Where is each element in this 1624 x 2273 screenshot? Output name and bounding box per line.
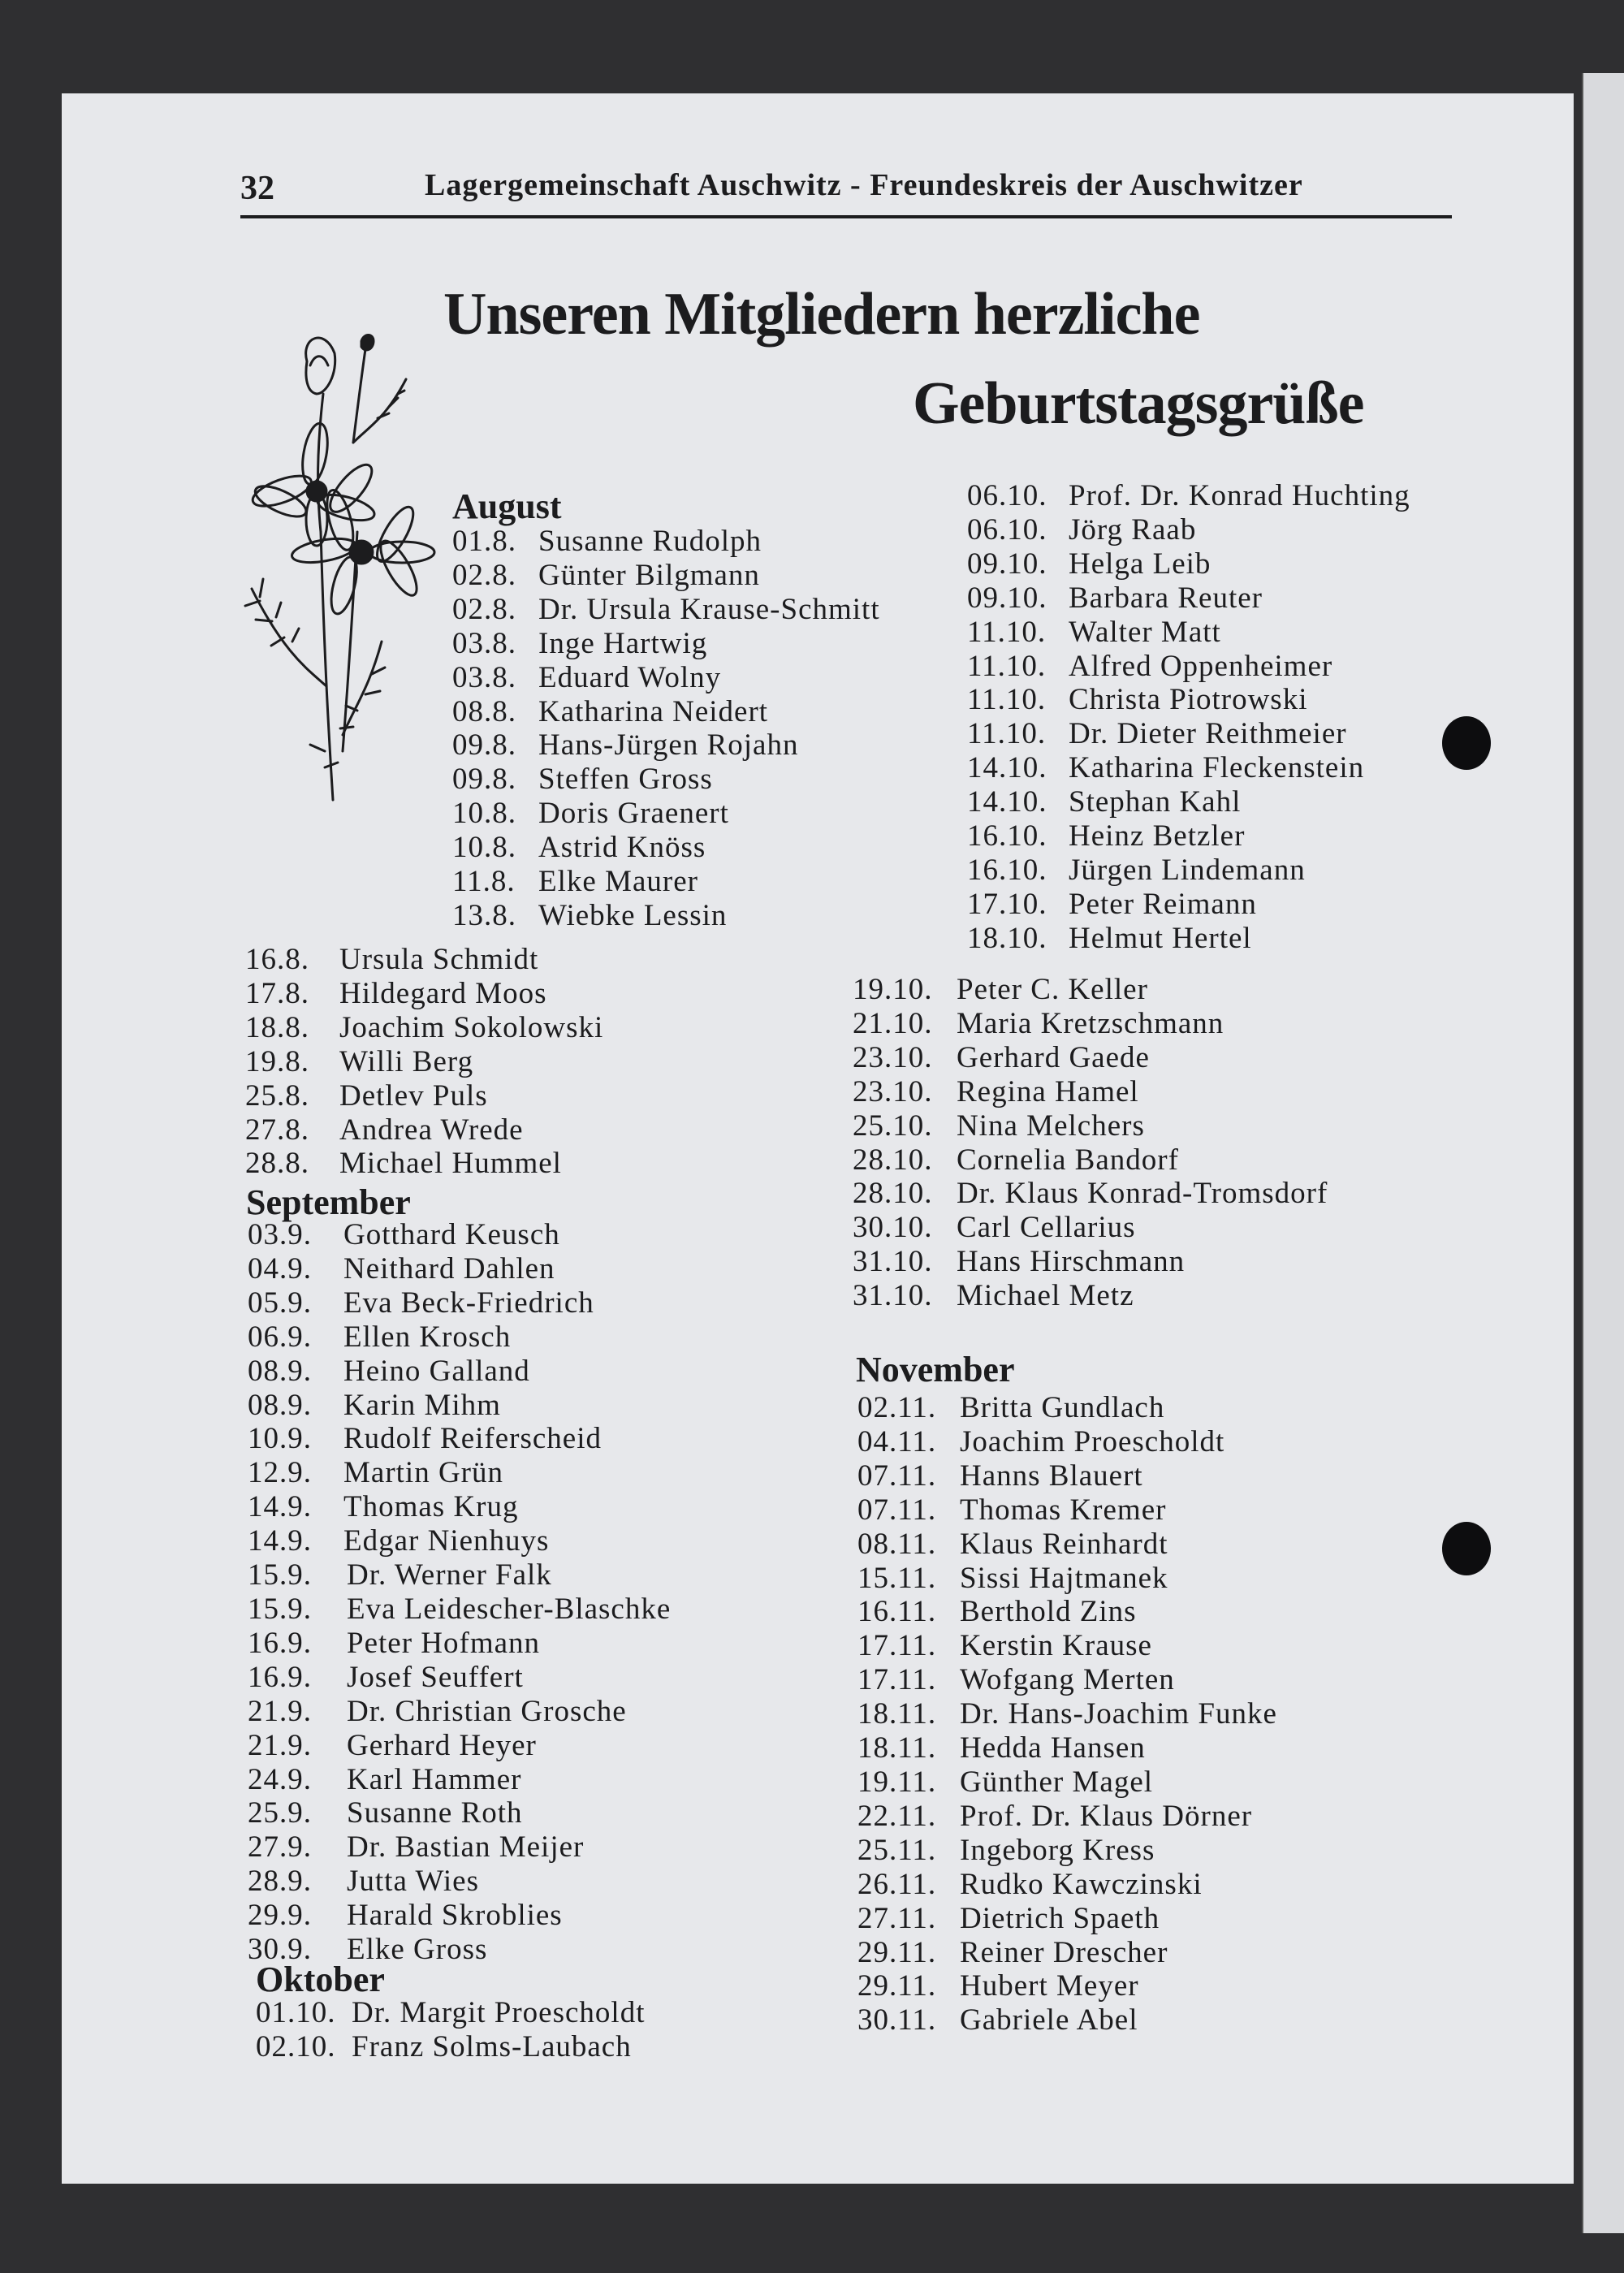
list-item: 11.10. Christa Piotrowski [967, 683, 1308, 717]
page-title-line2: Geburtstagsgrüße [913, 370, 1364, 437]
list-item: 27.8. Andrea Wrede [245, 1113, 524, 1147]
list-item: 15.11. Sissi Hajtmanek [857, 1561, 1168, 1595]
list-item: 15.9. Eva Leidescher-Blaschke [248, 1592, 672, 1626]
list-item: 17.11. Wofgang Merten [857, 1663, 1175, 1697]
oktober-list-c [853, 973, 1328, 1313]
list-item: 02.10. Franz Solms-Laubach [256, 2029, 632, 2063]
list-item: 30.10. Carl Cellarius [853, 1211, 1136, 1245]
list-item: 14.10. Stephan Kahl [967, 785, 1242, 819]
list-item: 16.10. Heinz Betzler [967, 819, 1246, 853]
list-item: 11.8. Elke Maurer [452, 865, 698, 899]
list-item: 03.8. Inge Hartwig [452, 626, 708, 660]
list-item: 05.9. Eva Beck-Friedrich [248, 1286, 594, 1320]
list-item: 30.11. Gabriele Abel [857, 2003, 1138, 2037]
list-item: 18.8. Joachim Sokolowski [245, 1010, 604, 1044]
list-item: 31.10. Michael Metz [853, 1279, 1134, 1313]
list-item: 11.10. Alfred Oppenheimer [967, 649, 1333, 683]
list-item: 01.8. Susanne Rudolph [452, 525, 762, 558]
month-heading-november: November [856, 1350, 1015, 1389]
list-item: 03.8. Eduard Wolny [452, 660, 722, 694]
list-item: 27.11. Dietrich Spaeth [857, 1901, 1160, 1935]
august-list-b [245, 943, 603, 1181]
running-title: Lagergemeinschaft Auschwitz - Freundeskreis der Auschwitzer [425, 168, 1303, 202]
list-item: 09.8. Steffen Gross [452, 763, 713, 797]
page-number: 32 [240, 170, 274, 207]
list-item: 12.9. Martin Grün [248, 1456, 503, 1490]
flower-illustration-icon [235, 329, 447, 816]
list-item: 22.11. Prof. Dr. Klaus Dörner [857, 1799, 1253, 1833]
list-item: 18.11. Dr. Hans-Joachim Funke [857, 1697, 1277, 1731]
list-item: 25.11. Ingeborg Kress [857, 1833, 1155, 1867]
punch-hole [1442, 716, 1491, 770]
list-item: 08.11. Klaus Reinhardt [857, 1527, 1168, 1561]
list-item: 30.9. Elke Gross [248, 1933, 488, 1967]
list-item: 21.9. Dr. Christian Grosche [248, 1694, 627, 1728]
list-item: 08.9. Karin Mihm [248, 1388, 501, 1422]
list-item: 08.9. Heino Galland [248, 1354, 530, 1388]
list-item: 14.9. Edgar Nienhuys [248, 1524, 550, 1558]
list-item: 29.11. Hubert Meyer [857, 1969, 1139, 2003]
list-item: 16.10. Jürgen Lindemann [967, 853, 1306, 887]
oktober-list-b [967, 479, 1410, 956]
header-rule [240, 215, 1452, 218]
month-heading-august: August [452, 486, 562, 526]
list-item: 16.11. Berthold Zins [857, 1595, 1137, 1629]
list-item: 17.11. Kerstin Krause [857, 1629, 1152, 1663]
list-item: 19.11. Günther Magel [857, 1765, 1154, 1799]
list-item: 19.10. Peter C. Keller [853, 973, 1148, 1006]
list-item: 09.10. Barbara Reuter [967, 581, 1263, 615]
punch-hole [1442, 1522, 1491, 1575]
list-item: 01.10. Dr. Margit Proescholdt [256, 1996, 646, 2029]
list-item: 08.8. Katharina Neidert [452, 694, 769, 728]
list-item: 04.9. Neithard Dahlen [248, 1251, 555, 1286]
list-item: 25.8. Detlev Puls [245, 1078, 488, 1113]
list-item: 07.11. Thomas Kremer [857, 1493, 1167, 1527]
month-heading-oktober: Oktober [256, 1960, 385, 1999]
list-item: 24.9. Karl Hammer [248, 1762, 522, 1796]
list-item: 17.10. Peter Reimann [967, 887, 1257, 921]
list-item: 13.8. Wiebke Lessin [452, 898, 728, 932]
list-item: 10.8. Doris Graenert [452, 797, 729, 831]
list-item: 28.10. Cornelia Bandorf [853, 1143, 1179, 1177]
august-list-a [452, 525, 880, 933]
list-item: 09.8. Hans-Jürgen Rojahn [452, 728, 799, 763]
list-item: 18.11. Hedda Hansen [857, 1731, 1146, 1765]
november-list [857, 1391, 1277, 2037]
list-item: 06.10. Jörg Raab [967, 512, 1197, 547]
list-item: 21.9. Gerhard Heyer [248, 1728, 537, 1762]
september-list [248, 1218, 671, 1967]
list-item: 28.10. Dr. Klaus Konrad-Tromsdorf [853, 1177, 1328, 1211]
list-item: 23.10. Regina Hamel [853, 1074, 1139, 1108]
list-item: 23.10. Gerhard Gaede [853, 1040, 1150, 1074]
list-item: 31.10. Hans Hirschmann [853, 1245, 1186, 1279]
list-item: 10.9. Rudolf Reiferscheid [248, 1422, 602, 1456]
list-item: 25.10. Nina Melchers [853, 1108, 1145, 1143]
list-item: 14.10. Katharina Fleckenstein [967, 751, 1365, 785]
list-item: 17.8. Hildegard Moos [245, 976, 547, 1010]
list-item: 21.10. Maria Kretzschmann [853, 1006, 1224, 1040]
list-item: 14.9. Thomas Krug [248, 1490, 519, 1524]
list-item: 28.9. Jutta Wies [248, 1865, 480, 1899]
list-item: 19.8. Willi Berg [245, 1044, 474, 1078]
month-heading-september: September [246, 1182, 411, 1222]
list-item: 18.10. Helmut Hertel [967, 921, 1252, 955]
page-title-line1: Unseren Mitgliedern herzliche [443, 281, 1200, 348]
list-item: 09.10. Helga Leib [967, 547, 1212, 581]
list-item: 29.9. Harald Skroblies [248, 1899, 563, 1933]
list-item: 28.8. Michael Hummel [245, 1147, 562, 1181]
oktober-list-a [256, 1996, 646, 2064]
list-item: 07.11. Hanns Blauert [857, 1458, 1143, 1493]
list-item: 16.9. Peter Hofmann [248, 1626, 541, 1660]
list-item: 02.11. Britta Gundlach [857, 1391, 1165, 1424]
list-item: 06.9. Ellen Krosch [248, 1320, 512, 1354]
list-item: 16.8. Ursula Schmidt [245, 943, 539, 976]
list-item: 06.10. Prof. Dr. Konrad Huchting [967, 479, 1410, 512]
list-item: 11.10. Dr. Dieter Reithmeier [967, 717, 1347, 751]
list-item: 26.11. Rudko Kawczinski [857, 1867, 1203, 1901]
list-item: 04.11. Joachim Proescholdt [857, 1424, 1225, 1458]
list-item: 25.9. Susanne Roth [248, 1796, 523, 1830]
adjacent-page-edge [1582, 73, 1624, 2233]
list-item: 02.8. Dr. Ursula Krause-Schmitt [452, 592, 880, 626]
list-item: 10.8. Astrid Knöss [452, 831, 706, 865]
list-item: 29.11. Reiner Drescher [857, 1935, 1168, 1969]
list-item: 16.9. Josef Seuffert [248, 1660, 524, 1694]
list-item: 27.9. Dr. Bastian Meijer [248, 1830, 585, 1865]
list-item: 02.8. Günter Bilgmann [452, 558, 760, 592]
list-item: 03.9. Gotthard Keusch [248, 1218, 560, 1251]
list-item: 15.9. Dr. Werner Falk [248, 1558, 552, 1592]
list-item: 11.10. Walter Matt [967, 615, 1221, 649]
